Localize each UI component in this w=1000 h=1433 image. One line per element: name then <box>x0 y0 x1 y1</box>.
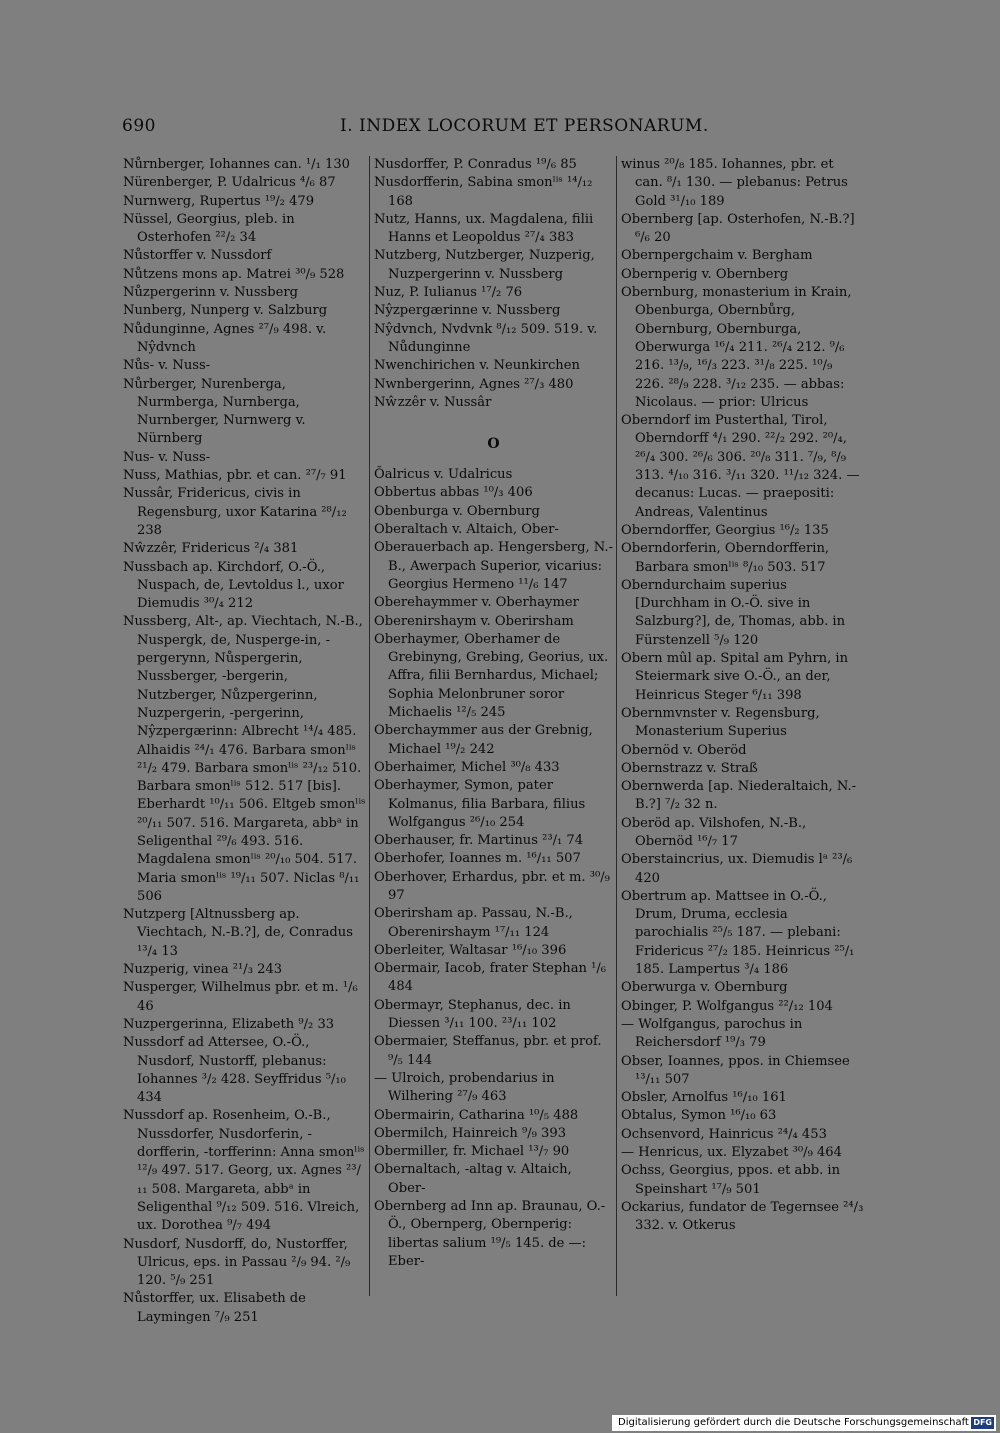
index-entry: Obbertus abbas ¹⁰/₃ 406 <box>374 485 533 501</box>
page-header <box>122 116 867 140</box>
index-entry: Obtalus, Symon ¹⁶/₁₀ 63 <box>621 1108 777 1124</box>
index-entry: Obertrum ap. Mattsee in O.-Ö., Drum, Druma, ecclesia parochialis ²⁵/₅ 187. — plebani: Fridericus ²⁷/₂ 185. Heinricus ²⁵/₁ 185. Lampertus ³/₄ 186 <box>621 888 855 978</box>
index-entry: Oberhaimer, Michel ³⁰/₈ 433 <box>374 759 560 775</box>
index-entry: Nürenberger, P. Udalricus ⁴/₆ 87 <box>123 175 336 191</box>
index-entry: Oberhofer, Ioannes m. ¹⁶/₁₁ 507 <box>374 851 581 867</box>
index-entry: Obernstrazz v. Straß <box>621 760 758 776</box>
index-entry: Nůrberger, Nurenberga, Nurmberga, Nurnberga, Nurnberger, Nurnwerg v. Nürnberg <box>123 376 306 447</box>
index-entry: Oberndorferin, Oberndorfferin, Barbara smonˡⁱˢ ⁸/₁₀ 503. 517 <box>621 541 830 575</box>
index-entry: Nuss, Mathias, pbr. et can. ²⁷/₇ 91 <box>123 468 347 484</box>
index-entry: Obermaier, Steffanus, pbr. et prof. ⁹/₅ 144 <box>374 1034 602 1068</box>
index-entry: Obern mûl ap. Spital am Pyhrn, in Steiermark sive O.-Ö., an der, Heinricus Steger ⁶/₁₁ 398 <box>621 651 849 703</box>
index-entry: Nutz, Hanns, ux. Magdalena, filii Hanns et Leopoldus ²⁷/₄ 383 <box>374 211 594 246</box>
index-entry: Nŷdvnch, Nvdvnk ⁸/₁₂ 509. 519. v. Nůdunginne <box>374 321 598 355</box>
index-entry: Nůzpergerinn v. Nussberg <box>123 285 299 301</box>
section-letter: O <box>487 436 500 453</box>
index-entry: — Henricus, ux. Elyzabet ³⁰/₉ 464 <box>621 1145 842 1161</box>
index-entry: Nůdunginne, Agnes ²⁷/₉ 498. v. Nŷdvnch <box>123 321 327 355</box>
index-entry: Obernpergchaim v. Bergham <box>621 248 813 264</box>
column-divider <box>616 156 617 1296</box>
index-entry: Nusdorffer, P. Conradus ¹⁹/₆ 85 <box>374 157 577 172</box>
index-entry: Oberhaymer, Oberhamer de Grebinyng, Grebing, Georius, ux. Affra, filii Bernhardus, Michael; Sophia Melonbruner soror Michaelis ¹²/₅ 245 <box>374 631 609 721</box>
column-divider <box>369 156 370 1296</box>
index-entry: Nŷzpergærinne v. Nussberg <box>374 303 561 319</box>
index-entry: Oberhauser, fr. Martinus ²³/₁ 74 <box>374 833 584 849</box>
index-entry: Nusperger, Wilhelmus pbr. et m. ¹/₆ 46 <box>123 980 358 1014</box>
page-number: 690 <box>122 116 156 136</box>
index-entry: Nussbach ap. Kirchdorf, O.-Ö., Nuspach, de, Levtoldus l., uxor Diemudis ³⁰/₄ 212 <box>123 559 344 612</box>
index-entry: — Wolfgangus, parochus in Reichersdorf ¹⁹/₃ 79 <box>621 1016 803 1051</box>
index-entry: Obernöd v. Oberöd <box>621 742 747 758</box>
index-entry: Ockarius, fundator de Tegernsee ²⁴/₃ 332. v. Otkerus <box>621 1199 864 1234</box>
index-entry: Obermayr, Stephanus, dec. in Diessen ³/₁₁ 100. ²³/₁₁ 102 <box>374 997 571 1032</box>
index-entry: Obsler, Arnolfus ¹⁶/₁₀ 161 <box>621 1090 787 1106</box>
index-entry: Nuz, P. Iulianus ¹⁷/₂ 76 <box>374 285 523 301</box>
index-column-1 <box>123 156 367 1325</box>
index-entry: Nussdorf ap. Rosenheim, O.-B., Nussdorfer, Nusdorferin, -dorfferin, -torfferinn: Anna smonˡⁱˢ ¹²/₉ 497. 517. Georg, ux. Agnes ²³/₁₁ 508. Margareta, abbᵃ in Seligenthal ⁹/₁₂ 509. 516. Vlreich, ux. Dorothea ⁹/₇ 494 <box>123 1108 365 1234</box>
index-entry: Ochsenvord, Hainricus ²⁴/₄ 453 <box>621 1126 827 1142</box>
index-entry: Obermiller, fr. Michael ¹³/₇ 90 <box>374 1144 570 1160</box>
index-entry: Oberstaincrius, ux. Diemudis lᵃ ²³/₆ 420 <box>621 852 853 886</box>
index-entry: Nutzberg, Nutzberger, Nuzperig, Nuzpergerinn v. Nussberg <box>374 248 595 282</box>
index-entry: Oberaltach v. Altaich, Ober- <box>374 522 559 538</box>
index-entry: Nusdorf, Nusdorff, do, Nustorffer, Ulricus, eps. in Passau ²/₉ 94. ²/₉ 120. ⁵/₉ 251 <box>123 1236 351 1289</box>
index-entry: Obernaltach, -altag v. Altaich, Ober- <box>374 1162 572 1196</box>
footer-text: Digitalisierung gefördert durch die Deutsche Forschungsgemeinschaft <box>618 1417 969 1428</box>
index-entry: Nŵzzêr, Fridericus ²/₄ 381 <box>123 541 299 557</box>
index-entry: Ŏalricus v. Udalricus <box>374 467 513 483</box>
index-entry: Obernwerda [ap. Niederaltaich, N.-B.?] ⁷/₂ 32 n. <box>621 779 857 813</box>
index-entry: Nůs- v. Nuss- <box>123 358 211 374</box>
index-entry: Nuzperig, vinea ²¹/₃ 243 <box>123 962 283 978</box>
index-entry: Oberndorffer, Georgius ¹⁶/₂ 135 <box>621 522 829 538</box>
index-entry: Nůtzens mons ap. Matrei ³⁰/₉ 528 <box>123 266 345 282</box>
index-entry: Nuzpergerinna, Elizabeth ⁹/₂ 33 <box>123 1016 335 1032</box>
index-entry: winus ²⁰/₈ 185. Iohannes, pbr. et can. ⁸/₁ 130. — plebanus: Petrus Gold ³¹/₁₀ 189 <box>621 157 848 209</box>
index-entry: Nussberg, Alt-, ap. Viechtach, N.-B., Nuspergk, de, Nusperge-in, -pergerynn, Nůspergerin, Nussberger, -bergerin, Nutzberger, Nůzpergerinn, Nuzpergerin, -pergerinn, Nŷzpergærinn: Albrecht ¹⁴/₄ 485. Alhaidis ²⁴/₁ 476. Barbara smonˡⁱˢ ²¹/₂ 479. Barbara smonˡⁱˢ ²³/₁₂ 510. Barbara smonˡⁱˢ 512. 517 [bis]. Eberhardt ¹⁰/₁₁ 506. Eltgeb smonˡⁱˢ ²⁰/₁₁ 507. 516. Margareta, abbᵃ in Seligenthal ²⁹/₆ 493. 516. Magdalena smonˡⁱˢ ²⁰/₁₀ 504. 517. Maria smonˡⁱˢ ¹⁹/₁₁ 507. Niclas ⁸/₁₁ 506 <box>123 614 366 904</box>
index-entry: Obernperig v. Obernberg <box>621 266 789 282</box>
index-entry: — Ulroich, probendarius in Wilhering ²⁷/₉ 463 <box>374 1070 555 1105</box>
index-entry: Obermairin, Catharina ¹⁰/₅ 488 <box>374 1107 579 1123</box>
index-entry: Oberenirshaym v. Oberirsham <box>374 613 574 629</box>
index-entry: Oberndorf im Pusterthal, Tirol, Oberndorff ⁴/₁ 290. ²²/₂ 292. ²⁰/₄, ²⁶/₄ 300. ²⁶/₆ 306. ²⁰/₈ 311. ⁷/₉, ⁸/₉ 313. ⁴/₁₀ 316. ³/₁₁ 320. ¹¹/₁₂ 324. — decanus: Lucas. — praepositi: Andreas, Valentinus <box>621 413 860 520</box>
index-entry: Nüssel, Georgius, pleb. in Osterhofen ²²/₂ 34 <box>123 211 295 246</box>
index-entry: Nůrnberger, Iohannes can. ¹/₁ 130 <box>123 157 350 172</box>
index-entry: Obernmvnster v. Regensburg, Monasterium Superius <box>621 705 820 740</box>
index-entry: Oberndurchaim superius [Durchham in O.-Ö. sive in Salzburg?], de, Thomas, abb. in Fürstenzell ⁵/₉ 120 <box>621 577 846 648</box>
index-entry: Obernberg ad Inn ap. Braunau, O.-Ö., Obernperg, Obernperig: libertas salium ¹⁹/₅ 145. de —: Eber- <box>374 1199 606 1269</box>
index-entry: Nůstorffer v. Nussdorf <box>123 248 272 264</box>
index-entry: Nus- v. Nuss- <box>123 449 211 465</box>
funding-footer <box>612 1415 996 1431</box>
index-entry: Oberauerbach ap. Hengersberg, N.-B., Awerpach Superior, vicarius: Georgius Hermeno ¹¹/₆ 147 <box>374 540 614 592</box>
index-entry: Oberleiter, Waltasar ¹⁶/₁₀ 396 <box>374 942 567 958</box>
index-entry: Oberwurga v. Obernburg <box>621 980 788 996</box>
index-entry: Nussâr, Fridericus, civis in Regensburg, uxor Katarina ²⁸/₁₂ 238 <box>123 486 347 538</box>
index-entry: Nussdorf ad Attersee, O.-Ö., Nusdorf, Nustorff, plebanus: Iohannes ³/₂ 428. Seyffridus ⁵/₁₀ 434 <box>123 1035 346 1106</box>
index-entry: Obernburg, monasterium in Krain, Obenburga, Obernbůrg, Obernburg, Obernburga, Oberwurga ¹⁶/₄ 211. ²⁶/₄ 212. ⁹/₆ 216. ¹³/₉, ¹⁶/₃ 223. ³¹/₈ 225. ¹⁰/₉ 226. ²⁸/₉ 228. ³/₁₂ 235. — abbas: Nicolaus. — prior: Ulricus <box>621 285 852 410</box>
index-entry: Nwenchirichen v. Neunkirchen <box>374 358 580 374</box>
section-spacer <box>374 456 613 466</box>
index-entry: Nůstorffer, ux. Elisabeth de Laymingen ⁷/₉ 251 <box>123 1291 306 1325</box>
index-entry: Oberchaymmer aus der Grebnig, Michael ¹⁹/₂ 242 <box>374 723 593 757</box>
index-entry: Obernberg [ap. Osterhofen, N.-B.?] ⁶/₆ 20 <box>621 211 855 246</box>
index-entry: Nusdorfferin, Sabina smonˡⁱˢ ¹⁴/₁₂ 168 <box>374 175 593 209</box>
dfg-logo: DFG <box>973 1418 992 1427</box>
index-entry: Nwnbergerinn, Agnes ²⁷/₃ 480 <box>374 376 574 392</box>
index-entry: Oberehaymmer v. Oberhaymer <box>374 595 579 611</box>
index-entry: Obermair, Iacob, frater Stephan ¹/₆ 484 <box>374 961 607 995</box>
index-column-3 <box>621 156 865 1296</box>
index-entry: Obermilch, Hainreich ⁹/₉ 393 <box>374 1125 567 1141</box>
index-column-2 <box>374 156 613 1296</box>
index-entry: Obinger, P. Wolfgangus ²²/₁₂ 104 <box>621 998 833 1014</box>
index-entry: Oberirsham ap. Passau, N.-B., Oberenirshaym ¹⁷/₁₁ 124 <box>374 906 573 940</box>
index-entry: Oberhover, Erhardus, pbr. et m. ³⁰/₉ 97 <box>374 869 610 903</box>
index-entry: Nutzperg [Altnussberg ap. Viechtach, N.-B.?], de, Conradus ¹³/₄ 13 <box>123 907 353 959</box>
index-entry: Nŵzzêr v. Nussâr <box>374 394 492 410</box>
page-title: I. INDEX LOCORUM ET PERSONARUM. <box>340 116 709 136</box>
index-entry: Oberhaymer, Symon, pater Kolmanus, filia Barbara, filius Wolfgangus ²⁶/₁₀ 254 <box>374 778 586 830</box>
index-entry: Obser, Ioannes, ppos. in Chiemsee ¹³/₁₁ 507 <box>621 1053 850 1087</box>
index-entry: Oberöd ap. Vilshofen, N.-B., Obernöd ¹⁶/₇ 17 <box>621 815 807 849</box>
index-entry: Ochss, Georgius, ppos. et abb. in Speinshart ¹⁷/₉ 501 <box>621 1163 841 1197</box>
index-entry: Obenburga v. Obernburg <box>374 503 540 519</box>
index-entry: Nurnwerg, Rupertus ¹⁹/₂ 479 <box>123 193 315 209</box>
index-entry: Nunberg, Nunperg v. Salzburg <box>123 303 328 319</box>
